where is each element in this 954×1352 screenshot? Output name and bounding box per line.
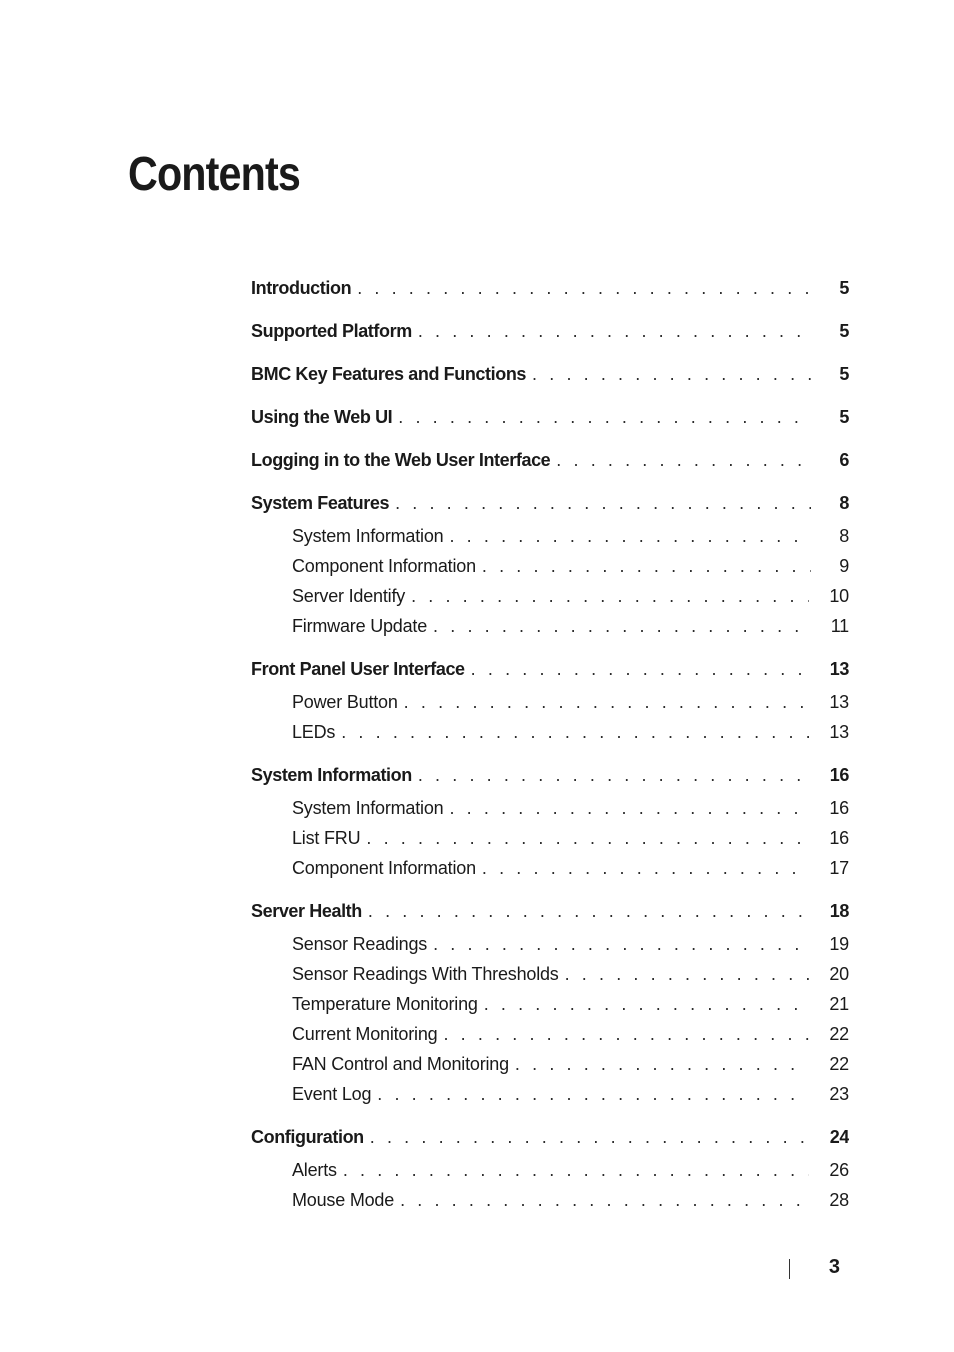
toc-entry-title: Using the Web UI bbox=[251, 407, 393, 427]
toc-entry-title: Sensor Readings With Thresholds bbox=[292, 964, 559, 984]
toc-section-entry[interactable] bbox=[251, 360, 849, 389]
toc-page-number: 13 bbox=[829, 692, 849, 712]
toc-dot-leader bbox=[368, 897, 810, 926]
toc-subsection-entry[interactable] bbox=[251, 551, 849, 581]
toc-entry-title: System Information bbox=[292, 798, 444, 818]
toc-dot-leader bbox=[341, 717, 809, 747]
toc-dot-leader bbox=[418, 317, 811, 346]
toc-section bbox=[251, 761, 849, 883]
toc-section bbox=[251, 403, 849, 432]
toc-section-entry[interactable] bbox=[251, 317, 849, 346]
toc-page-number: 22 bbox=[829, 1024, 849, 1044]
toc-page-number: 20 bbox=[829, 964, 849, 984]
toc-dot-leader bbox=[482, 853, 809, 883]
toc-entry-title: System Information bbox=[251, 765, 412, 785]
toc-entry-title: Server Health bbox=[251, 901, 362, 921]
toc-dot-leader bbox=[515, 1049, 809, 1079]
toc-dot-leader bbox=[398, 403, 811, 432]
toc-entry-title: Introduction bbox=[251, 278, 352, 298]
toc-page-number: 18 bbox=[829, 901, 849, 921]
toc-page-number: 24 bbox=[829, 1127, 849, 1147]
toc-page-number: 13 bbox=[829, 722, 849, 742]
toc-page-number: 5 bbox=[839, 321, 849, 341]
toc-dot-leader bbox=[484, 989, 810, 1019]
toc-section bbox=[251, 1123, 849, 1215]
toc-dot-leader bbox=[532, 360, 811, 389]
toc-entry-title: Current Monitoring bbox=[292, 1024, 438, 1044]
toc-entry-title: Server Identify bbox=[292, 586, 406, 606]
toc-dot-leader bbox=[343, 1155, 810, 1185]
toc-dot-leader bbox=[449, 521, 811, 551]
toc-entry-title: Firmware Update bbox=[292, 616, 428, 636]
toc-entry-title: Supported Platform bbox=[251, 321, 412, 341]
toc-page-number: 16 bbox=[829, 828, 849, 848]
toc-entry-title: Alerts bbox=[292, 1160, 337, 1180]
toc-section-entry[interactable] bbox=[251, 1123, 849, 1152]
toc-section-entry[interactable] bbox=[251, 655, 849, 684]
page-number: 3 bbox=[828, 1256, 840, 1278]
toc-dot-leader bbox=[418, 761, 810, 790]
toc-entry-title: LEDs bbox=[292, 722, 336, 742]
toc-dot-leader bbox=[357, 274, 811, 303]
toc-page-number: 5 bbox=[839, 364, 849, 384]
toc-entry-title: Component Information bbox=[292, 858, 476, 878]
toc-page-number: 19 bbox=[829, 934, 849, 954]
toc-subsection-entry[interactable] bbox=[251, 1079, 849, 1109]
toc-page-number: 26 bbox=[829, 1160, 849, 1180]
toc-page-number: 11 bbox=[830, 616, 849, 636]
toc-subsection-entry[interactable] bbox=[251, 959, 849, 989]
toc-section bbox=[251, 446, 849, 475]
toc-section-entry[interactable] bbox=[251, 274, 849, 303]
toc-dot-leader bbox=[471, 655, 810, 684]
toc-subsection-entry[interactable] bbox=[251, 521, 849, 551]
toc-section-entry[interactable] bbox=[251, 761, 849, 790]
toc-page-number: 5 bbox=[839, 407, 849, 427]
toc-page-number: 17 bbox=[829, 858, 849, 878]
toc-dot-leader bbox=[366, 823, 809, 853]
toc-section-entry[interactable] bbox=[251, 446, 849, 475]
table-of-contents bbox=[251, 274, 849, 1229]
toc-page-number: 8 bbox=[839, 526, 849, 546]
toc-entry-title: BMC Key Features and Functions bbox=[251, 364, 527, 384]
toc-dot-leader bbox=[377, 1079, 809, 1109]
toc-page-number: 9 bbox=[839, 556, 849, 576]
toc-subsection-entry[interactable] bbox=[251, 793, 849, 823]
toc-section bbox=[251, 360, 849, 389]
toc-page-number: 16 bbox=[829, 765, 849, 785]
toc-entry-title: System Features bbox=[251, 493, 390, 513]
toc-page-number: 8 bbox=[839, 493, 849, 513]
toc-dot-leader bbox=[433, 929, 809, 959]
toc-section bbox=[251, 655, 849, 747]
toc-dot-leader bbox=[565, 959, 810, 989]
toc-dot-leader bbox=[482, 551, 811, 581]
toc-page-number: 21 bbox=[829, 994, 849, 1014]
toc-entry-title: List FRU bbox=[292, 828, 361, 848]
toc-section-entry[interactable] bbox=[251, 489, 849, 518]
toc-subsection-entry[interactable] bbox=[251, 989, 849, 1019]
toc-entry-title: Sensor Readings bbox=[292, 934, 428, 954]
toc-page-number: 6 bbox=[839, 450, 849, 470]
toc-page-number: 13 bbox=[829, 659, 849, 679]
toc-entry-title: System Information bbox=[292, 526, 444, 546]
toc-entry-title: Component Information bbox=[292, 556, 476, 576]
toc-dot-leader bbox=[556, 446, 811, 475]
page-title: Contents bbox=[128, 148, 300, 201]
toc-entry-title: Front Panel User Interface bbox=[251, 659, 465, 679]
toc-page-number: 22 bbox=[829, 1054, 849, 1074]
toc-entry-title: Logging in to the Web User Interface bbox=[251, 450, 551, 470]
toc-dot-leader bbox=[404, 687, 810, 717]
toc-dot-leader bbox=[411, 581, 809, 611]
toc-entry-title: FAN Control and Monitoring bbox=[292, 1054, 509, 1074]
toc-dot-leader bbox=[400, 1185, 809, 1215]
toc-subsection-entry[interactable] bbox=[251, 1185, 849, 1215]
toc-subsection-entry[interactable] bbox=[251, 717, 849, 747]
footer-divider bbox=[789, 1259, 790, 1279]
toc-section bbox=[251, 317, 849, 346]
toc-dot-leader bbox=[395, 489, 811, 518]
toc-subsection-entry[interactable] bbox=[251, 1049, 849, 1079]
toc-section bbox=[251, 274, 849, 303]
toc-subsection-entry[interactable] bbox=[251, 687, 849, 717]
toc-subsection-entry[interactable] bbox=[251, 581, 849, 611]
toc-entry-title: Temperature Monitoring bbox=[292, 994, 478, 1014]
toc-page-number: 23 bbox=[829, 1084, 849, 1104]
toc-section-entry[interactable] bbox=[251, 403, 849, 432]
page-footer bbox=[788, 1254, 848, 1280]
toc-subsection-entry[interactable] bbox=[251, 853, 849, 883]
toc-page-number: 5 bbox=[839, 278, 849, 298]
toc-dot-leader bbox=[433, 611, 811, 641]
toc-section-entry[interactable] bbox=[251, 897, 849, 926]
toc-subsection-entry[interactable] bbox=[251, 823, 849, 853]
toc-page-number: 16 bbox=[829, 798, 849, 818]
toc-dot-leader bbox=[449, 793, 809, 823]
toc-subsection-entry[interactable] bbox=[251, 1019, 849, 1049]
toc-subsection-entry[interactable] bbox=[251, 1155, 849, 1185]
toc-dot-leader bbox=[443, 1019, 809, 1049]
toc-entry-title: Mouse Mode bbox=[292, 1190, 395, 1210]
toc-page-number: 28 bbox=[829, 1190, 849, 1210]
toc-section bbox=[251, 489, 849, 641]
toc-entry-title: Power Button bbox=[292, 692, 398, 712]
toc-subsection-entry[interactable] bbox=[251, 929, 849, 959]
toc-entry-title: Event Log bbox=[292, 1084, 372, 1104]
toc-page-number: 10 bbox=[829, 586, 849, 606]
toc-subsection-entry[interactable] bbox=[251, 611, 849, 641]
toc-entry-title: Configuration bbox=[251, 1127, 364, 1147]
toc-dot-leader bbox=[370, 1123, 810, 1152]
toc-section bbox=[251, 897, 849, 1109]
